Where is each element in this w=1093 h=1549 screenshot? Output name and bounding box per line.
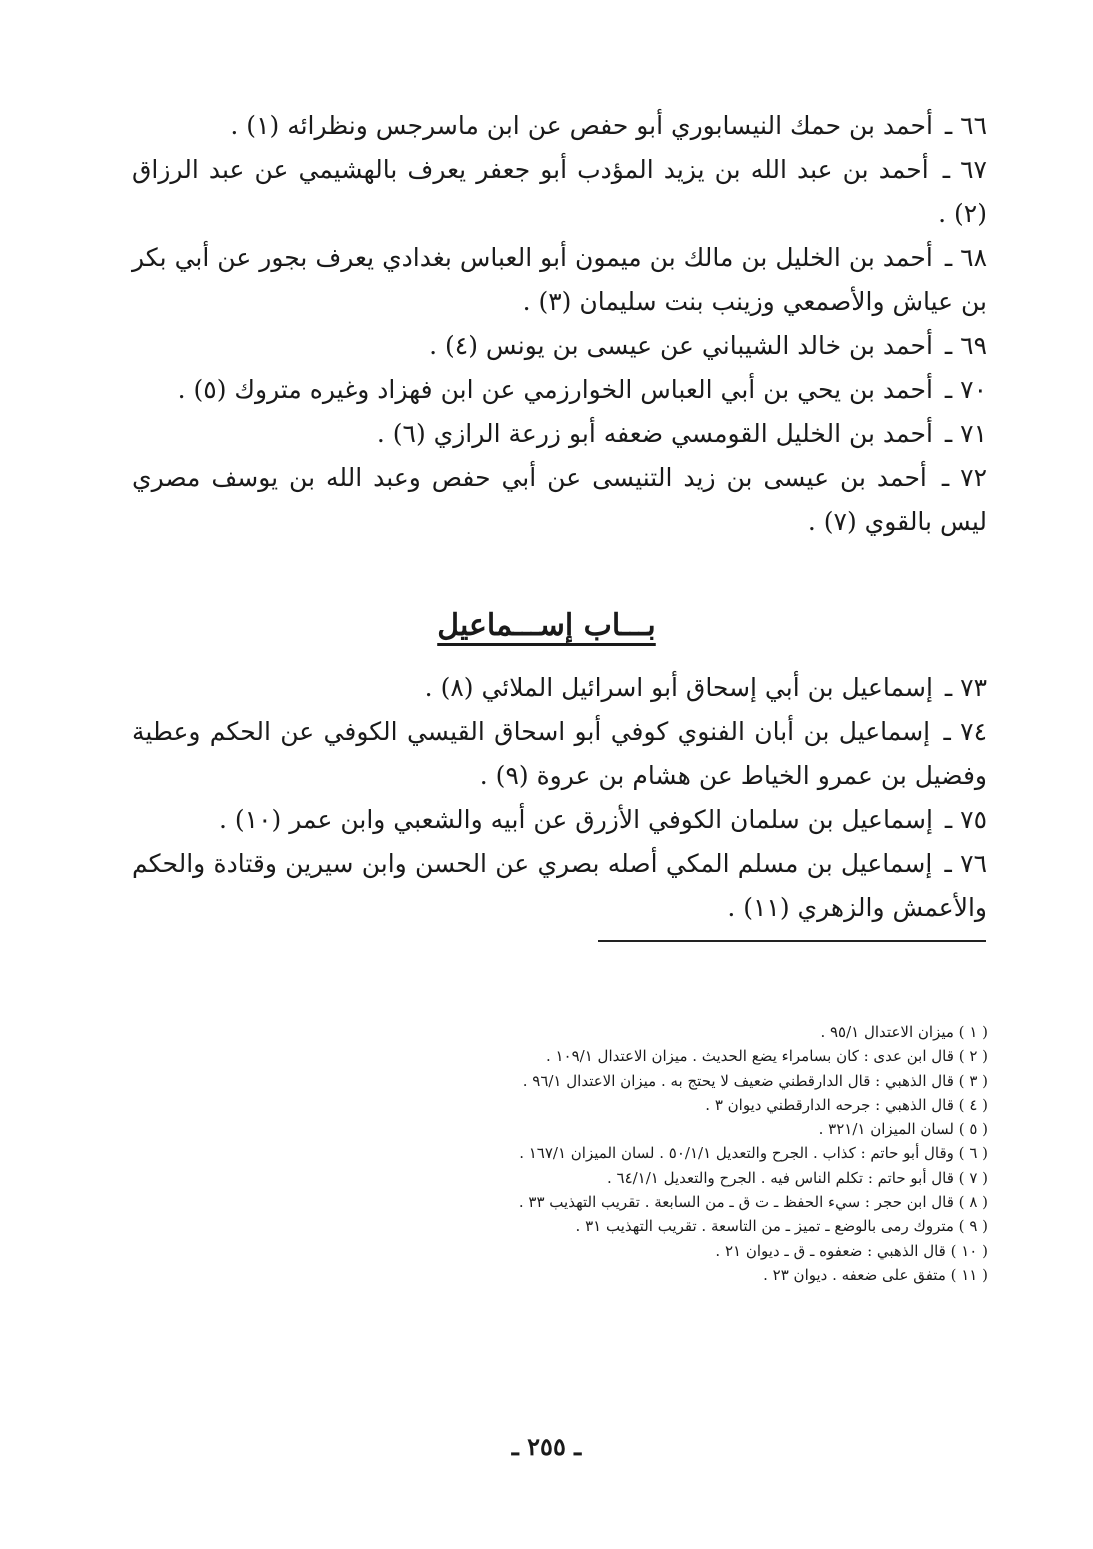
entry-68 [132, 236, 987, 324]
entry-text: أحمد بن خالد الشيباني عن عيسى بن يونس (٤) . [429, 331, 933, 360]
entry-74 [132, 710, 987, 798]
footnote: ( ١٠ ) قال الذهبي : ضعفوه ـ ق ـ ديوان ٢١ . [715, 1241, 988, 1260]
entry-number: ٧٣ ـ [944, 673, 987, 702]
entry-76 [132, 842, 987, 930]
entry-number: ٧٤ ـ [943, 717, 987, 746]
entry-text: أحمد بن يحي بن أبي العباس الخوارزمي عن ابن فهزاد وغيره متروك (٥) . [177, 375, 933, 404]
footnote: ( ٨ ) قال ابن حجر : سيء الحفظ ـ ت ق ـ من السابعة . تقريب التهذيب ٣٣ . [518, 1193, 988, 1212]
footnote: ( ٤ ) قال الذهبي : جرحه الدارقطني ديوان ٣ . [705, 1095, 988, 1114]
section-title: بـــاب إســـماعيل [437, 608, 656, 643]
footnote: ( ٩ ) متروك رمى بالوضع ـ تميز ـ من التاسعة . تقريب التهذيب ٣١ . [575, 1217, 988, 1236]
entry-text: أحمد بن الخليل بن مالك بن ميمون أبو العباس بغدادي يعرف بجور عن أبي بكر بن عياش والأصمعي وزينب بنت سليمان (٣) . [132, 243, 987, 316]
page-number: ـ ٢٥٥ ـ [511, 1432, 582, 1461]
entry-75 [132, 798, 987, 842]
entry-69 [132, 324, 987, 368]
footnote-divider [598, 940, 986, 942]
entry-73 [132, 666, 987, 710]
footnote: ( ٢ ) قال ابن عدى : كان بسامراء يضع الحديث . ميزان الاعتدال ١٠٩/١ . [545, 1047, 988, 1066]
entry-number: ٧٢ ـ [941, 463, 987, 492]
entry-text: أحمد بن عبد الله بن يزيد المؤدب أبو جعفر يعرف بالهشيمي عن عبد الرزاق (٢) . [132, 155, 987, 228]
entry-text: إسماعيل بن مسلم المكي أصله بصري عن الحسن وابن سيرين وقتادة والحكم والأعمش والزهري (١١) . [132, 849, 987, 922]
footnote: ( ١ ) ميزان الاعتدال ٩٥/١ . [820, 1023, 988, 1041]
entries-list [132, 104, 987, 544]
footnote: ( ٥ ) لسان الميزان ٣٢١/١ . [818, 1120, 988, 1139]
entry-70 [132, 368, 987, 412]
entry-number: ٧١ ـ [944, 419, 987, 448]
footnote: ( ٣ ) قال الذهبي : قال الدارقطني ضعيف لا يحتج به . ميزان الاعتدال ٩٦/١ . [522, 1071, 988, 1090]
entry-72 [132, 456, 987, 544]
entry-number: ٧٦ ـ [944, 849, 987, 878]
entry-text: إسماعيل بن سلمان الكوفي الأزرق عن أبيه والشعبي وابن عمر (١٠) . [219, 805, 933, 834]
footnote: ( ١١ ) متفق على ضعفه . ديوان ٢٣ . [763, 1265, 988, 1284]
entry-67 [132, 148, 987, 236]
section-entries-list [132, 666, 987, 930]
footnote: ( ٧ ) قال أبو حاتم : تكلم الناس فيه . الجرح والتعديل ٦٤/١/١ . [606, 1168, 988, 1187]
entry-text: أحمد بن الخليل القومسي ضعفه أبو زرعة الرازي (٦) . [376, 419, 933, 448]
entry-text: إسماعيل بن أبي إسحاق أبو اسرائيل الملائي (٨) . [424, 673, 933, 702]
entry-number: ٧٥ ـ [944, 805, 987, 834]
entry-text: أحمد بن حمك النيسابوري أبو حفص عن ابن ماسرجس ونظرائه (١) . [230, 111, 933, 140]
entry-number: ٦٧ ـ [942, 155, 987, 184]
entry-text: إسماعيل بن أبان الفنوي كوفي أبو اسحاق القيسي الكوفي عن الحكم وعطية وفضيل بن عمرو الخياط عن هشام بن عروة (٩) . [132, 717, 987, 790]
entry-number: ٦٦ ـ [944, 111, 987, 140]
entry-number: ٦٩ ـ [944, 331, 987, 360]
entry-71 [132, 412, 987, 456]
entry-number: ٧٠ ـ [944, 375, 987, 404]
footnote: ( ٦ ) وقال أبو حاتم : كذاب . الجرح والتعديل ٥٠/١/١ . لسان الميزان ١٦٧/١ . [519, 1144, 988, 1163]
entry-number: ٦٨ ـ [944, 243, 988, 272]
entry-text: أحمد بن عيسى بن زيد التنيسى عن أبي حفص وعبد الله بن يوسف مصري ليس بالقوي (٧) . [132, 463, 987, 536]
footnotes [300, 1020, 988, 1287]
entry-66 [132, 104, 987, 148]
